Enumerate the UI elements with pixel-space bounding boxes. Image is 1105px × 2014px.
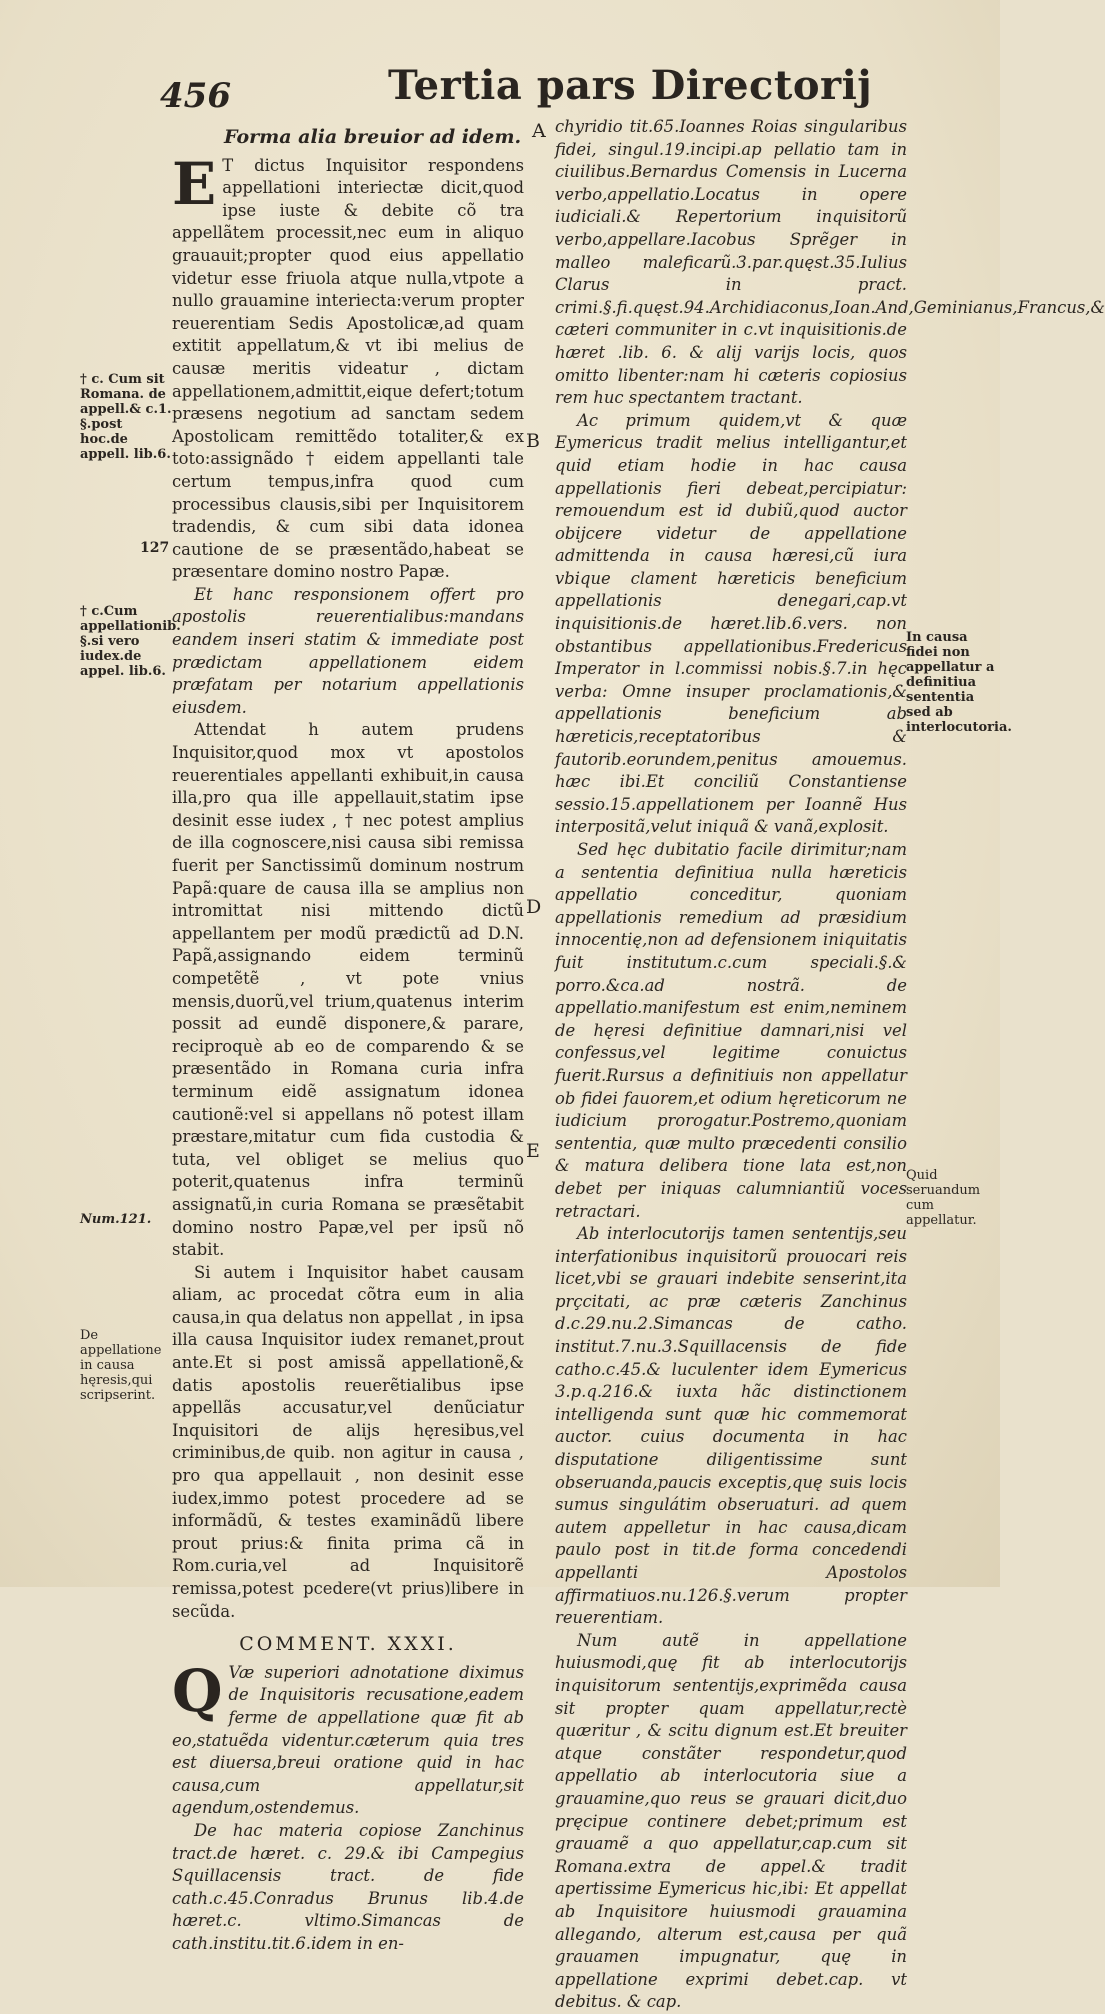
comment-paragraph-1	[172, 1656, 524, 1820]
section-letter-d: D	[526, 896, 542, 918]
paragraph-1-text: T dictus Inquisitor respondens appellationi interiectæ dicit,quod ipse iuste & debite cõ tra appellãtem processit,nec eum in aliquo grauauit;propter quod eius appellatio videtur esse friuola atque nulla,vtpote a nullo grauamine interiecta:verum propter reuerentiam Sedis Apostolicæ,ad quam extitit appellatum,& vt ibi melius de causæ meritis videatur , dictam appellationem,admittit,eique defert;totum præsens negotium ad sanctam sedem Apostolicam remittẽdo totaliter,& ex toto:assignãdo † eidem appellanti tale certum tempus,infra quod cum processibus clausis,sibi per Inquisitorem tradendis, & cum sibi data idonea cautione de se præsentãdo,habeat se præsentare domino nostro Papæ.	[172, 155, 524, 582]
right-paragraph-2: Ac primum quidem,vt & quæ Eymericus tradit melius intelligantur,et quid etiam hodie in hac causa appellationis fieri debeat,percipiatur: remouendum est id dubiũ,quod auctor obijcere videtur de appellatione admittenda in causa hæresi,cũ iura vbique clament hæreticis beneficium appellationis denegari,cap.vt inquisitionis.de hæret.lib.6.vers. non obstantibus appellationibus.Fredericus Imperator in l.commissi nobis.§.7.in hęc verba: Omne insuper proclamationis,& appellationis beneficium ab hæreticis,receptatoribus & fautorib.eorundem,penitus amouemus. hæc ibi.Et conciliũ Constantiense sessio.15.appellationem per Ioannẽ Hus interpositã,velut iniquã & vanã,explosit.	[555, 410, 907, 837]
drop-cap: E	[172, 149, 217, 218]
right-paragraph-3: Sed hęc dubitatio facile dirimitur;nam a sententia definitiua nulla hæreticis appellatio conceditur, quoniam appellationis remedium ad præsidium innocentię,non ad defensionem iniquitatis fuit institutum.c.cum speciali.§.& porro.&ca.ad nostrã. de appellatio.manifestum est enim,neminem de hęresi definitiue damnari,nisi vel confessus,vel legitime conuictus fuerit.Rursus a definitiuis non appellatur ob fidei fauorem,et odium hęreticorum ne iudicium prorogatur.Postremo,quoniam sententia, quæ multo præcedenti consilio & matura delibera tione lata est,non debet per iniquas calumniantiũ voces retractari.	[555, 840, 907, 1221]
paragraph-1	[172, 149, 524, 584]
comment-heading: COMMENT. XXXI.	[239, 1633, 457, 1656]
margin-note-left-3: De appellatione in causa hęresis,qui scripserint.	[80, 1328, 162, 1403]
right-paragraph-4: Ab interlocutorijs tamen sententijs,seu interfationibus inquisitorũ prouocari reis licet,vbi se grauari indebite senserint,ita prçcitati, ac præ cæteris Zanchinus d.c.29.nu.2.Simancas de catho. institut.7.nu.3.Squillacensis de fide catho.c.45.& luculenter idem Eymericus 3.p.q.216.& iuxta hãc distinctionem intelligenda sunt quæ hic commemorat auctor. cuius documenta in hac disputatione diligentissime sunt obseruanda,paucis exceptis,quę suis locis sumus singulátim obseruaturi. ad quem autem appelletur in hac causa,dicam paulo post in tit.de forma concedendi appellanti Apostolos affirmatiuos.nu.126.§.verum propter reuerentiam.	[555, 1224, 907, 1628]
margin-line-number-127: 127	[140, 540, 170, 556]
paragraph-2: Et hanc responsionem offert pro apostolis reuerentialibus:mandans eandem inseri statim & immediate post prædictam appellationem eidem præfatam per notarium appellationis eiusdem.	[172, 584, 524, 717]
paragraph-4: Si autem i Inquisitor habet causam aliam, ac procedat cõtra eum in alia causa,in qua delatus non appellat , in ipsa illa causa Inquisitor iudex remanet,prout ante.Et si post amissã appellationẽ,& datis apostolis reuerẽtialibus ipse appellãs accusatur,vel denũciatur Inquisitori de alijs hęresibus,vel criminibus,de quib. non agitur in causa , pro qua appellauit , non desinit esse iudex,immo potest procedere ad se informãdũ, & testes examinãdũ libere prout prius:& finita prima cã in Rom.curia,vel ad Inquisitorẽ remissa,potest pcedere(vt prius)libere in secũda.	[172, 1262, 524, 1621]
section-letter-b: B	[526, 430, 540, 452]
margin-note-left-2: † c.Cum appellationib. §.si vero iudex.de appel. lib.6.	[80, 604, 181, 679]
margin-note-right-2: Quid seruandum cum appellatur.	[906, 1168, 981, 1228]
margin-line-number-121: Num.121.	[80, 1212, 152, 1227]
running-title: Tertia pars Directorij	[388, 62, 873, 109]
page-header	[160, 62, 960, 122]
right-paragraph-1: chyridio tit.65.Ioannes Roias singularibus fidei, singul.19.incipi.ap pellatio tam in ciuilibus.Bernardus Comensis in Lucerna verbo,appellatio.Locatus in opere iudiciali.& Repertorium inquisitorũ verbo,appellare.Iacobus Sprẽger in malleo maleficarũ.3.par.quęst.35.Iulius Clarus in pract. crimi.§.fi.quęst.94.Archidiaconus,Ioan.And,Geminianus,Francus,& cæteri communiter in c.vt inquisitionis.de hæret .lib. 6. & alij varijs locis, quos omitto libenter:nam hi cæteris copiosius rem huc spectantem tractant.	[555, 117, 1105, 408]
margin-note-right-1: In causa fidei non appellatur a definitiua sententia sed ab interlocutoria.	[906, 630, 1012, 735]
comment-paragraph-2: De hac materia copiose Zanchinus tract.de hæret. c. 29.& ibi Campegius Squillacensis tract. de fide cath.c.45.Conradus Brunus lib.4.de hæret.c. vltimo.Simancas de cath.institu.tit.6.idem in en-	[172, 1820, 524, 1953]
paragraph-3: Attendat h autem prudens Inquisitor,quod mox vt apostolos reuerentiales appellanti exhibuit,in causa illa,pro qua ille appellauit,statim ipse desinit esse iudex , † nec potest amplius de illa cognoscere,nisi causa sibi remissa fuerit per Sanctissimũ dominum nostrum Papã:quare de causa illa se amplius non intromittat nisi mittendo dictũ appellantem per modũ prædictũ ad D.N. Papã,assignando eidem terminũ competẽtẽ , vt pote vnius mensis,duorũ,vel trium,quatenus interim possit ad eundẽ disponere,& parare, reciproquè ab eo de comparendo & se præsentãdo in Romana curia infra terminum eidẽ assignatum idonea cautionẽ:vel si appellans nõ potest illam præstare,mitatur cum fida custodia & tuta, vel obliget se melius quo poterit,quatenus infra terminũ assignatũ,in curia Romana se præsẽtabit domino nostro Papæ,vel per ipsũ nõ stabit.	[172, 720, 524, 1260]
comment-drop-cap: Q	[172, 1656, 223, 1725]
page-number: 456	[160, 76, 231, 116]
margin-note-left-1: † c. Cum sit Romana. de appell.& c.1. §.post hoc.de appell. lib.6.	[80, 372, 172, 462]
right-paragraph-5: Num autẽ in appellatione huiusmodi,quę fit ab interlocutorijs inquisitorum sententijs,exprimẽda causa sit propter quam appellatur,rectè quæritur , & scitu dignum est.Et breuiter atque constãter respondetur,quod appellatio ab interlocutoria siue a grauamine,quo reus se grauari dicit,duo pręcipue continere debet;primum est grauamẽ a quo appellatur,cap.cum sit Romana.extra de appel.& tradit apertissime Eymericus hic,ibi: Et appellat ab Inquisitore huiusmodi grauamina allegando, alterum est,causa per quã grauamen impugnatur, quę in appellatione exprimi debet.cap. vt debitus. & cap.	[555, 1630, 907, 2012]
section-letter-a: A	[532, 120, 546, 142]
section-heading: Forma alia breuior ad idem.	[224, 126, 522, 148]
left-column	[172, 124, 524, 1956]
comment-paragraph-1-text: Væ superiori adnotatione diximus de Inquisitoris recusatione,eadem ferme de appellatione quæ fit ab eo,statuẽda videntur.cæterum quia tres est diuersa,breui oratione quid in hac causa,cum appellatur,sit agendum,ostendemus.	[172, 1662, 524, 1818]
section-letter-e: E	[526, 1140, 540, 1162]
